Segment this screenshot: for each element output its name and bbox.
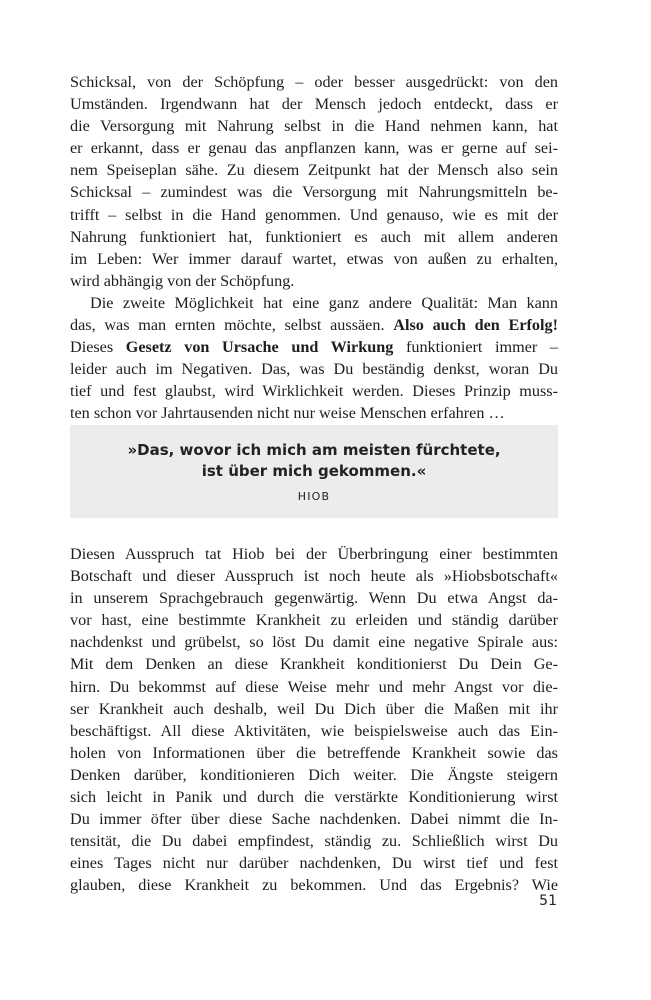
text-line: in unserem Sprachgebrauch gegenwärtig. Wenn Du etwa Angst da- xyxy=(70,589,558,608)
text-line: tensität, die Du dabei empfindest, ständig zu. Schließlich wirst Du xyxy=(70,832,558,851)
text-line: Botschaft und dieser Ausspruch ist noch heute als »Hiobsbotschaft« xyxy=(70,567,558,586)
text-line: holen von Informationen über die betreffende Krankheit sowie das xyxy=(70,743,558,762)
text-line: eines Tages nicht nur darüber nachdenken, Du wirst tief und fest xyxy=(70,854,558,873)
body-text-top xyxy=(70,71,558,425)
body-text-bottom xyxy=(70,543,558,897)
text-line: tief und fest glaubst, wird Wirklichkeit werden. Dieses Prinzip muss- xyxy=(70,382,558,401)
text-line: die Versorgung mit Nahrung selbst in die Hand nehmen kann, hat xyxy=(70,117,558,136)
paragraph-1 xyxy=(70,71,558,292)
page-number: 51 xyxy=(539,893,557,909)
text-line: beschäftigst. All diese Aktivitäten, wie beispielsweise auch das Ein- xyxy=(70,721,558,740)
quote-line: »Das, wovor ich mich am meisten fürchtete, xyxy=(127,441,501,459)
text-line: Mit dem Denken an diese Krankheit konditionierst Du Dein Ge- xyxy=(70,655,558,674)
paragraph-3 xyxy=(70,543,558,897)
paragraph-2 xyxy=(70,292,558,425)
text-line: Du immer öfter über diese Sache nachdenken. Dabei nimmt die In- xyxy=(70,810,558,829)
emphasis-law-of-cause-and-effect: Gesetz von Ursache und Wirkung xyxy=(125,338,394,357)
text-line: glauben, diese Krankheit zu bekommen. Und das Ergebnis? Wie xyxy=(70,876,558,895)
text-line: Denken darüber, konditionieren Dich weiter. Die Ängste steigern xyxy=(70,765,558,784)
text-line: nachdenkst und grübelst, so löst Du damit eine negative Spirale aus: xyxy=(70,633,558,652)
text-line: Diesen Ausspruch tat Hiob bei der Überbringung einer bestimmten xyxy=(70,545,558,563)
quote-author: HIOB xyxy=(297,490,331,503)
text-line: sich leicht in Panik und durch die verstärkte Konditionierung wirst xyxy=(70,788,558,807)
text-line: vor hast, eine bestimmte Krankheit zu erleiden und ständig darüber xyxy=(70,611,558,630)
text-span: Dieses xyxy=(70,338,126,357)
text-line: Die zweite Möglichkeit hat eine ganz andere Qualität: Man kann xyxy=(90,293,558,312)
text-line: Schicksal – zumindest was die Versorgung mit Nahrungsmitteln be- xyxy=(70,183,558,202)
text-line: im Leben: Wer immer darauf wartet, etwas von außen zu erhalten, xyxy=(70,249,558,268)
text-line: hirn. Du bekommst auf diese Weise mehr und mehr Angst vor die- xyxy=(70,677,558,696)
text-line: ser Krankheit auch deshalb, weil Du Dich über die Maßen mit ihr xyxy=(70,699,558,718)
text-span: das, was man ernten möchte, selbst aussäen. xyxy=(70,316,394,335)
text-span: funktioniert immer – xyxy=(393,338,558,357)
quote-line: ist über mich gekommen.« xyxy=(201,462,427,480)
text-line: Nahrung funktioniert hat, funktioniert es auch mit allem anderen xyxy=(70,227,558,246)
text-line: wird abhängig von der Schöpfung. xyxy=(70,271,295,290)
emphasis-success: Also auch den Erfolg! xyxy=(393,316,558,335)
text-line: trifft – selbst in die Hand genommen. Und genauso, wie es mit der xyxy=(70,205,558,224)
quote-text xyxy=(70,440,558,482)
text-line: er erkannt, dass er genau das anpflanzen kann, was er gerne auf sei- xyxy=(70,139,558,158)
quote-box xyxy=(70,425,558,518)
text-line xyxy=(70,336,558,358)
text-line: Schicksal, von der Schöpfung – oder besser ausgedrückt: von den xyxy=(70,73,558,91)
text-line: Umständen. Irgendwann hat der Mensch jedoch entdeckt, dass er xyxy=(70,95,558,114)
text-line: ten schon vor Jahrtausenden nicht nur weise Menschen erfahren … xyxy=(70,404,505,423)
text-line: leider auch im Negativen. Das, was Du beständig denkst, woran Du xyxy=(70,360,558,379)
text-line: nem Speiseplan sähe. Zu diesem Zeitpunkt hat der Mensch also sein xyxy=(70,161,558,180)
text-line xyxy=(70,314,558,336)
